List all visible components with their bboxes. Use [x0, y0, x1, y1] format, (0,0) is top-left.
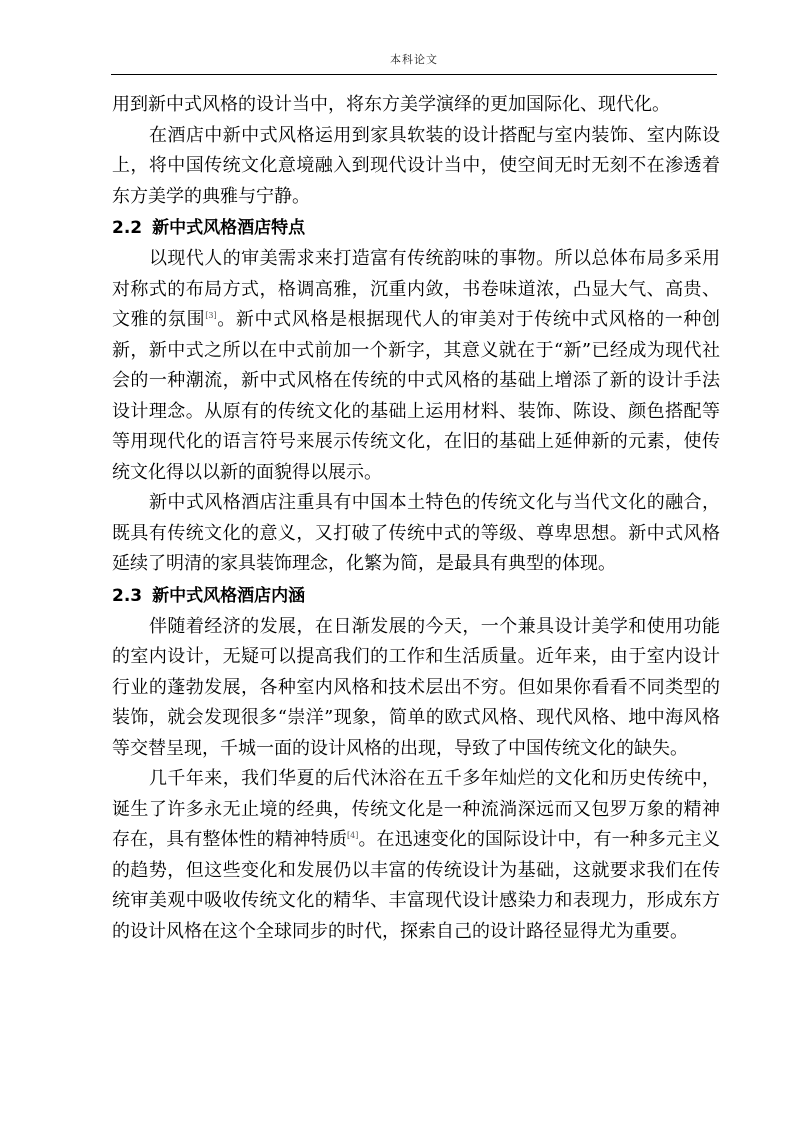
page-body	[112, 90, 720, 947]
paragraph-text: 以现代人的审美需求来打造富有传统韵味的事物。所以总体布局多采用对称式的布局方式，格调高雅，沉重内敛，书卷味道浓，凸显大气、高贵、文雅的氛围	[112, 248, 720, 330]
paragraph: 新中式风格酒店注重具有中国本土特色的传统文化与当代文化的融合，既具有传统文化的意义，又打破了传统中式的等级、尊卑思想。新中式风格延续了明清的家具装饰理念，化繁为简，是最具有典型的体现。	[112, 492, 720, 574]
paragraph-continued: 用到新中式风格的设计当中，将东方美学演绎的更加国际化、现代化。	[112, 94, 670, 115]
section-number: 2.3	[112, 585, 143, 606]
section-title: 新中式风格酒店内涵	[152, 585, 306, 606]
paragraph	[112, 764, 720, 947]
running-header	[111, 52, 717, 75]
paragraph	[112, 244, 720, 488]
citation-ref: [3]	[205, 311, 217, 320]
section-title: 新中式风格酒店特点	[152, 218, 306, 238]
paragraph-text: 。新中式风格是根据现代人的审美对于传统中式风格的一种创新，新中式之所以在中式前加一个新字，其意义就在于“新”已经成为现代社会的一种潮流，新中式风格在传统的中式风格的基础上增添了新的设计手法设计理念。从原有的传统文化的基础上运用材料、装饰、陈设、颜色搭配等等用现代化的语言符号来展示传统文化，在旧的基础上延伸新的元素，使传统文化得以以新的面貌得以展示。	[112, 309, 721, 483]
running-header-title: 本科论文	[390, 53, 438, 66]
section-heading-2-3	[112, 580, 720, 612]
section-number: 2.2	[112, 218, 143, 238]
section-heading-2-2	[112, 212, 720, 244]
paragraph-text: 几千年来，我们华夏的后代沐浴在五千多年灿烂的文化和历史传统中，诞生了许多永无止境的经典，传统文化是一种流淌深远而又包罗万象的精神存在，具有整体性的精神特质	[112, 768, 720, 850]
paragraph-text: 。在迅速变化的国际设计中，有一种多元主义的趋势，但这些变化和发展仍以丰富的传统设计为基础，这就要求我们在传统审美观中吸收传统文化的精华、丰富现代设计感染力和表现力，形成东方的设计风格在这个全球同步的时代，探索自己的设计路径显得尤为重要。	[112, 829, 720, 942]
citation-ref: [4]	[347, 831, 359, 840]
paragraph: 在酒店中新中式风格运用到家具软装的设计搭配与室内装饰、室内陈设上，将中国传统文化意境融入到现代设计当中，使空间无时无刻不在渗透着东方美学的典雅与宁静。	[112, 124, 720, 207]
paragraph: 伴随着经济的发展，在日渐发展的今天，一个兼具设计美学和使用功能的室内设计，无疑可以提高我们的工作和生活质量。近年来，由于室内设计行业的蓬勃发展，各种室内风格和技术层出不穷。但如果你看看不同类型的装饰，就会发现很多“崇洋”现象，简单的欧式风格、现代风格、地中海风格等交替呈现，千城一面的设计风格的出现，导致了中国传统文化的缺失。	[112, 615, 720, 759]
